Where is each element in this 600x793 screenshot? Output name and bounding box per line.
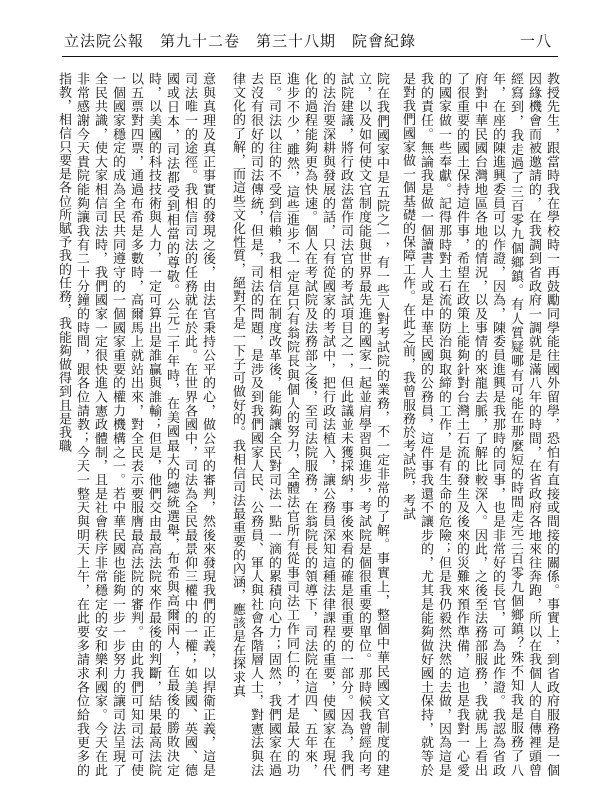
header-rule — [62, 56, 558, 57]
text-column-middle: 院在我們國家中是五院之一，有一些人對考試院的業務，不一定非常的了解。事實上，整個中華民國文官制度的建立，以及如何使文官制度能與世界最先進的國家一起並肩學習與進步，考試院是個很重要的單位。那時候我曾經向考試院建議，將行政法當作司法官的考試項目之一，但此議並未獲採納，事後來看的確是很重要的一部分。因為，我們的法治要深耕與發展的話，只有從國家的考試中，把行政法植入，讓公務員深知這種法律課程的重要，使國家在現代化的過程能夠更為快速。個人在考試院及法務部之後，至司法院服務，在翁院長的領導下，司法院在這四、五年來，進步不少，雖然，這些進步不一定是只有翁院長與個人的努力，全體法官所有從事司法工作同仁的，才是最大的功臣。司法以往的不受到信賴，我相信在制度改革後，能夠讓全民對司法一點一滴的累積向心力；固然，我們國家在過去沒有很好的司法傳統，但是，司法的問題，是涉及到我們國家人民、公務員、軍人與社會各階層人士，對憲法與法律文化的了解，而這些文化性質，絕對不是一下子可做好的。我相信司法最重要的內涵，應該是在探求真 — [230, 72, 389, 777]
text-column-left: 意與真理及真正事實的發現之後，由法官秉持公平的心，做公平的審判，然後來發現我們的正義，以捍衛正義，這是司法唯一的途徑。我相信司法的任務就在於此。在世界各國中，司法為全民最景仰三權中的一權；如美國、英國、德國或日本，司法都受到相當的尊敬。公元二千年時，在美國最大的總統選舉，布希與高爾兩人，在最後的勝敗決定時，以美國的科技技術與人力，一定可算出是誰贏與誰輸；但是，他們交由最高法院來作最後的判斷，結果最高法院以五票對四票，通過布希是多數時，高爾馬上就站出來，對全民表示要服膺最高法院的審判。由此我們可知司法可使一個國家穩定的成為全民共同遵守的一個國家重要的權力機構之一。若中華民國也能夠一步一步努力的讓司法呈現了全民共識，使大家相信司法時，我們國家一定很快進入憲政體制，且是社會秩序非常穩定的安和樂利國家。今天在此非常感謝今天貴院能夠讓我有二十分鐘的時間，跟各位請教；今天一整天與明天上午，在此要多請求各位給我更多的指教，相信只要是各位所賦予我的任務，我能夠做得到且是我職 — [56, 72, 215, 777]
text-column-right: 教授先生，跟當時我在學校時一再鼓勵同學能往國外留學，恐怕有直接或間接的關係。事實上，到省政府服務是一個因緣機會而被邀請的，在我調到省政府一調就是滿八年的時間，在省政府各地來往奔跑，所以在我個人的自傳裡頭曾經寫到，我走過了三百零九個鄉鎮。有人質疑哪有可能在那麼短的時間走完三百零九個鄉鎮？殊不知我是服務了八年，在座的陳進興委員可以作證，因為，陳委員進興是我那時的同事，也是非常好的長官，可為此作證。我認為省政府對中華民國台灣地區各地的情況，以及事情的來龍去脈，了解比較深入。因此，之後至法務部服務，我就馬上看出了很重要的國土保持這件事，希望在政策上能夠針對台灣土石流的發生及後來的災難來預作準備，這也是我對一心愛的國家做一些奉獻。記得那時對土石流的防治與取締的工作，是有生命的危險；但是我仍毅然決然的去做，因為這是我的責任。無論我是做一個讀書人或是中華民國的公務員，這件事我還不讓步的，尤其是能夠做好國土保持，就等於是對我們國家做一個基礎的保障工作。在此之前，我曾服務於考試院，考試 — [400, 72, 559, 777]
page-number: 一八 — [519, 32, 552, 50]
page-header-title: 立法院公報 第九十二卷 第三十八期 院會紀錄 — [64, 32, 417, 50]
